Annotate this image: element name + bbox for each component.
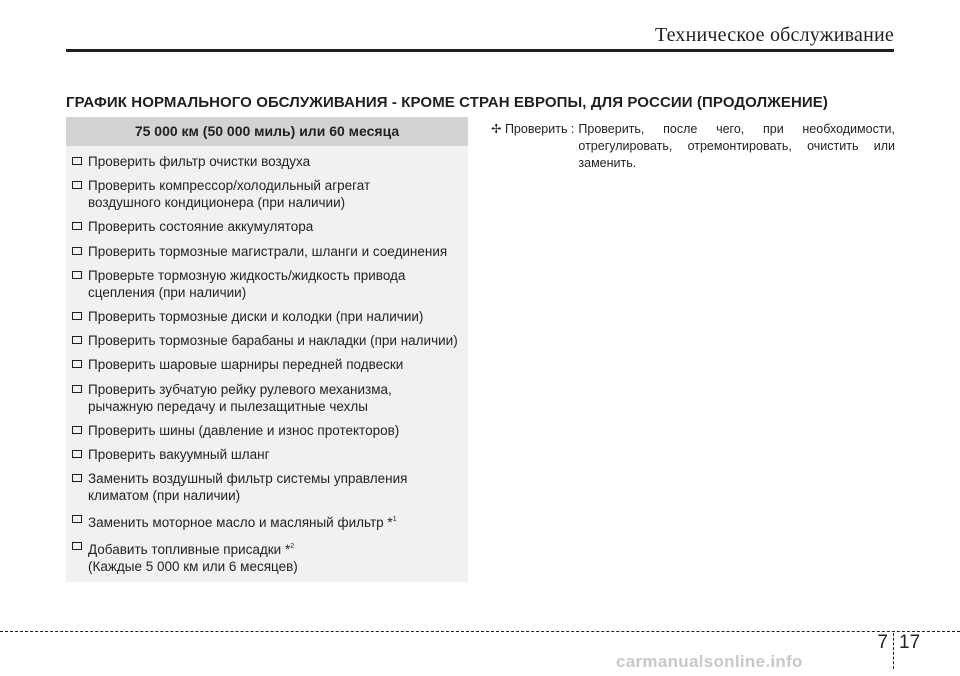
checklist-item-line: Заменить моторное масло и масляный фильтр *$^1$ xyxy=(88,515,397,531)
checklist-item-line: Проверить шины (давление и износ протекторов) xyxy=(88,422,400,438)
checkbox-square-icon xyxy=(72,336,82,344)
note-row xyxy=(491,121,895,172)
checkbox-square-icon xyxy=(72,157,82,165)
checklist-item-text xyxy=(88,511,468,531)
checklist-item-line: рычажную передачу и пылезащитные чехлы xyxy=(88,398,368,414)
checklist-item-text xyxy=(88,243,468,260)
checklist-item-line: Проверить зубчатую рейку рулевого механизма, xyxy=(88,381,392,397)
checklist-item-text xyxy=(88,356,468,373)
checklist-item-text xyxy=(88,332,468,349)
checklist-item xyxy=(66,218,468,235)
checkbox-square-icon xyxy=(72,542,82,550)
checklist-item-line: Проверить фильтр очистки воздуха xyxy=(88,154,311,169)
checklist-item-line: сцепления (при наличии) xyxy=(88,284,247,300)
checklist-item xyxy=(66,381,468,415)
checkbox-square-icon xyxy=(72,247,82,255)
checklist-item-line: Проверить шаровые шарниры передней подвески xyxy=(88,357,404,373)
checkbox-square-icon xyxy=(72,515,82,523)
checklist-item-line: Добавить топливные присадки *$^2$ xyxy=(88,542,295,558)
checklist-item-line: Проверить тормозные барабаны и накладки (при наличии) xyxy=(88,333,458,349)
checklist-item-text xyxy=(88,422,468,439)
table-header: 75 000 км (50 000 миль) или 60 месяца xyxy=(66,117,468,146)
table-items xyxy=(66,146,468,575)
checklist-item xyxy=(66,332,468,349)
checklist-item-line: Проверить вакуумный шланг xyxy=(88,446,270,462)
checklist-item-line: Заменить воздушный фильтр системы управления xyxy=(88,471,408,487)
checklist-item-line: Проверьте тормозную жидкость/жидкость привода xyxy=(88,267,406,283)
checkbox-square-icon xyxy=(72,426,82,434)
checklist-item-line: климатом (при наличии) xyxy=(88,488,241,504)
checklist-item xyxy=(66,243,468,260)
checklist-item xyxy=(66,470,468,504)
checkbox-square-icon xyxy=(72,450,82,458)
checklist-item xyxy=(66,267,468,301)
checklist-item-text xyxy=(88,470,468,504)
checkbox-square-icon xyxy=(72,360,82,368)
header-rule xyxy=(66,49,894,52)
checklist-item-line: Проверить состояние аккумулятора xyxy=(88,219,314,235)
checklist-item-text xyxy=(88,218,468,235)
checklist-item-line: Проверить тормозные магистрали, шланги и соединения xyxy=(88,243,448,259)
checklist-item-text xyxy=(88,446,468,463)
checklist-item-text xyxy=(88,267,468,301)
note-key: ✢ Проверить : xyxy=(491,122,575,136)
checklist-item-line: Проверить тормозные диски и колодки (при наличии) xyxy=(88,308,424,324)
checkbox-square-icon xyxy=(72,222,82,230)
checklist-item xyxy=(66,422,468,439)
checklist-item-text xyxy=(88,177,468,211)
checklist-item xyxy=(66,538,468,575)
page-number: 17 xyxy=(899,632,921,653)
note xyxy=(491,121,895,172)
section-title: ГРАФИК НОРМАЛЬНОГО ОБСЛУЖИВАНИЯ - КРОМЕ СТРАН ЕВРОПЫ, ДЛЯ РОССИИ (ПРОДОЛЖЕНИЕ) xyxy=(66,94,828,111)
checklist-item-line: Проверить компрессор/холодильный агрегат xyxy=(88,178,371,194)
checklist-item-text xyxy=(88,381,468,415)
checklist-item xyxy=(66,511,468,531)
checklist-item-line: (Каждые 5 000 км или 6 месяцев) xyxy=(88,559,298,575)
checklist-item-line: воздушного кондиционера (при наличии) xyxy=(88,195,346,211)
checklist-item xyxy=(66,308,468,325)
checklist-item-text xyxy=(88,308,468,325)
checkbox-square-icon xyxy=(72,312,82,320)
footnote-marker: 2 xyxy=(290,543,295,551)
checkbox-square-icon xyxy=(72,385,82,393)
checkbox-square-icon xyxy=(72,181,82,189)
checklist-item xyxy=(66,153,468,170)
checklist-item-text xyxy=(88,538,468,575)
header-title: Техническое обслуживание xyxy=(654,24,894,46)
checklist-item xyxy=(66,446,468,463)
footnote-marker: 1 xyxy=(392,516,397,524)
page-chapter-number: 7 xyxy=(877,632,888,653)
maintenance-table xyxy=(66,117,468,582)
checkbox-square-icon xyxy=(72,474,82,482)
watermark: carmanualsonline.info xyxy=(616,652,803,671)
checkbox-square-icon xyxy=(72,271,82,279)
page-separator xyxy=(893,633,894,669)
note-value: Проверить, после чего, при необходимости, отрегулировать, отремонтировать, очистить или заменить. xyxy=(578,122,895,170)
checklist-item-text xyxy=(88,153,468,170)
checklist-item xyxy=(66,356,468,373)
footer-rule xyxy=(0,631,960,632)
checklist-item xyxy=(66,177,468,211)
